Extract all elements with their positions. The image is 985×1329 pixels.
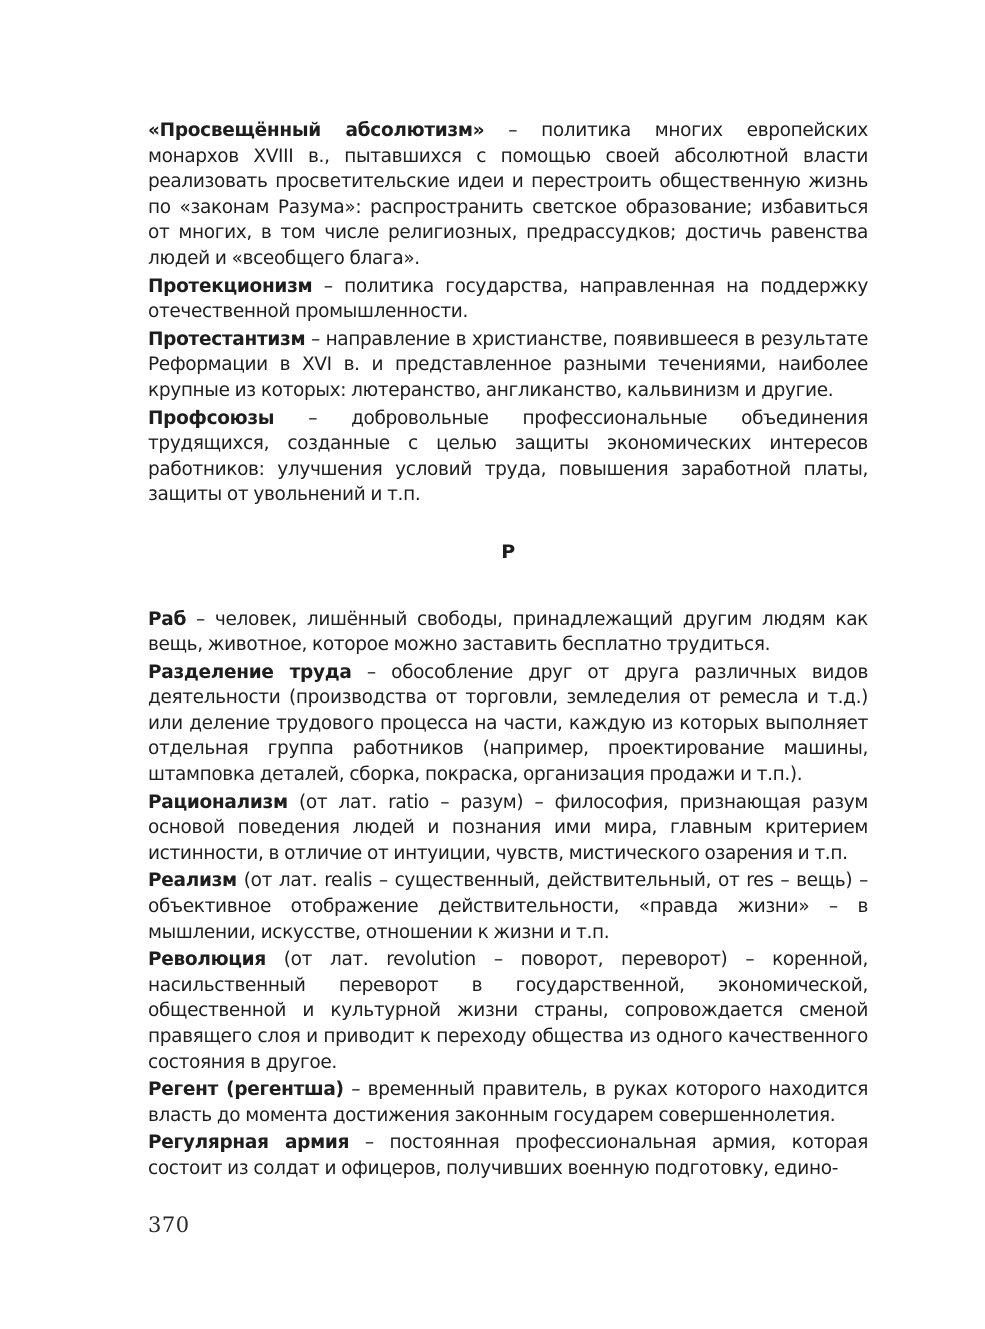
glossary-definition: – обособление друг от друга различных видов деятельности (производства от торговли, земледелия от ремесла и т.д.) или деление трудового процесса на части, каждую из которых выполняет отдельная группа работников (например, проектирование машины, штамповка деталей, сборка, покраска, организация продажи и т.п.). [148,661,868,786]
glossary-term: Регент (регентша) [148,1079,344,1101]
glossary-entry-revolution [148,947,868,1075]
glossary-term: Разделение труда [148,661,352,683]
glossary-entry-realism [148,868,868,945]
letter-heading: Р [501,540,515,563]
glossary-entry-protectionism [148,274,868,325]
glossary-term: «Просвещённый абсолютизм» [148,120,485,141]
glossary-entry-enlightened-absolutism [148,118,868,272]
glossary-definition: – временный правитель, в руках которого находится власть до момента достижения законным государем совершеннолетия. [148,1079,868,1126]
glossary-definition: (от лат. ratio – разум) – философия, признающая разум основой поведения людей и познания ими мира, главным критерием истинности, в отличие от интуиции, чувств, мистического озарения и т.п. [148,791,868,864]
glossary-entry-slave [148,607,868,658]
glossary-term: Революция [148,949,266,971]
glossary-definition: (от лат. realis – существенный, действительный, от res – вещь) – объективное отображение действительности, «правда жизни» – в мышлении, искусстве, отношении к жизни и т.п. [148,870,868,943]
glossary-term: Профсоюзы [148,407,275,429]
glossary-term: Рационализм [148,791,288,813]
glossary-entry-rationalism [148,790,868,867]
glossary-term: Протекционизм [148,275,313,297]
glossary-entry-trade-unions [148,406,868,508]
page-number: 370 [148,1213,190,1237]
glossary-definition: – политика многих европейских монархов XVIII в., пытавшихся с помощью своей абсолютной власти реализовать просветительские идеи и перестроить общественную жизнь по «законам Разума»: распространить светское образование; избавиться от многих, в том числе религиозных, предрассудков; достичь равенства людей и «всеобщего блага». [148,120,868,269]
glossary-term: Регулярная армия [148,1132,350,1154]
glossary-definition: (от лат. revolution – поворот, переворот) – коренной, насильственный переворот в государственной, экономической, общественной и культурной жизни страны, сопровождается сменой правящего слоя и приводит к переходу общества из одного качественного состояния в другое. [148,949,868,1073]
glossary-definition: – добровольные профессиональные объединения трудящихся, созданные с целью защиты экономических интересов работников: улучшения условий труда, повышения заработной платы, защиты от увольнений и т.п. [148,407,868,506]
glossary-term: Раб [148,608,187,630]
glossary-section-p [148,118,868,508]
glossary-definition: – постоянная профессиональная армия, которая состоит из солдат и офицеров, получивших военную подготовку, едино- [148,1132,868,1179]
glossary-entry-division-of-labour [148,660,868,788]
glossary-definition: – политика государства, направленная на поддержку отечественной промышленности. [148,275,868,323]
glossary-section-r [148,607,868,1182]
glossary-definition: – направление в христианстве, появившееся в результате Реформации в XVI в. и представленное разными течениями, наиболее крупные из которых: лютеранство, англиканство, кальвинизм и другие. [148,328,868,401]
glossary-definition: – человек, лишённый свободы, принадлежащий другим людям как вещь, животное, которое можно заставить бесплатно трудиться. [148,608,868,656]
glossary-term: Протестантизм [148,328,306,350]
glossary-page [148,118,868,1184]
glossary-term: Реализм [148,870,237,892]
glossary-entry-regular-army [148,1130,868,1181]
glossary-entry-protestantism [148,327,868,404]
glossary-entry-regent [148,1077,868,1128]
